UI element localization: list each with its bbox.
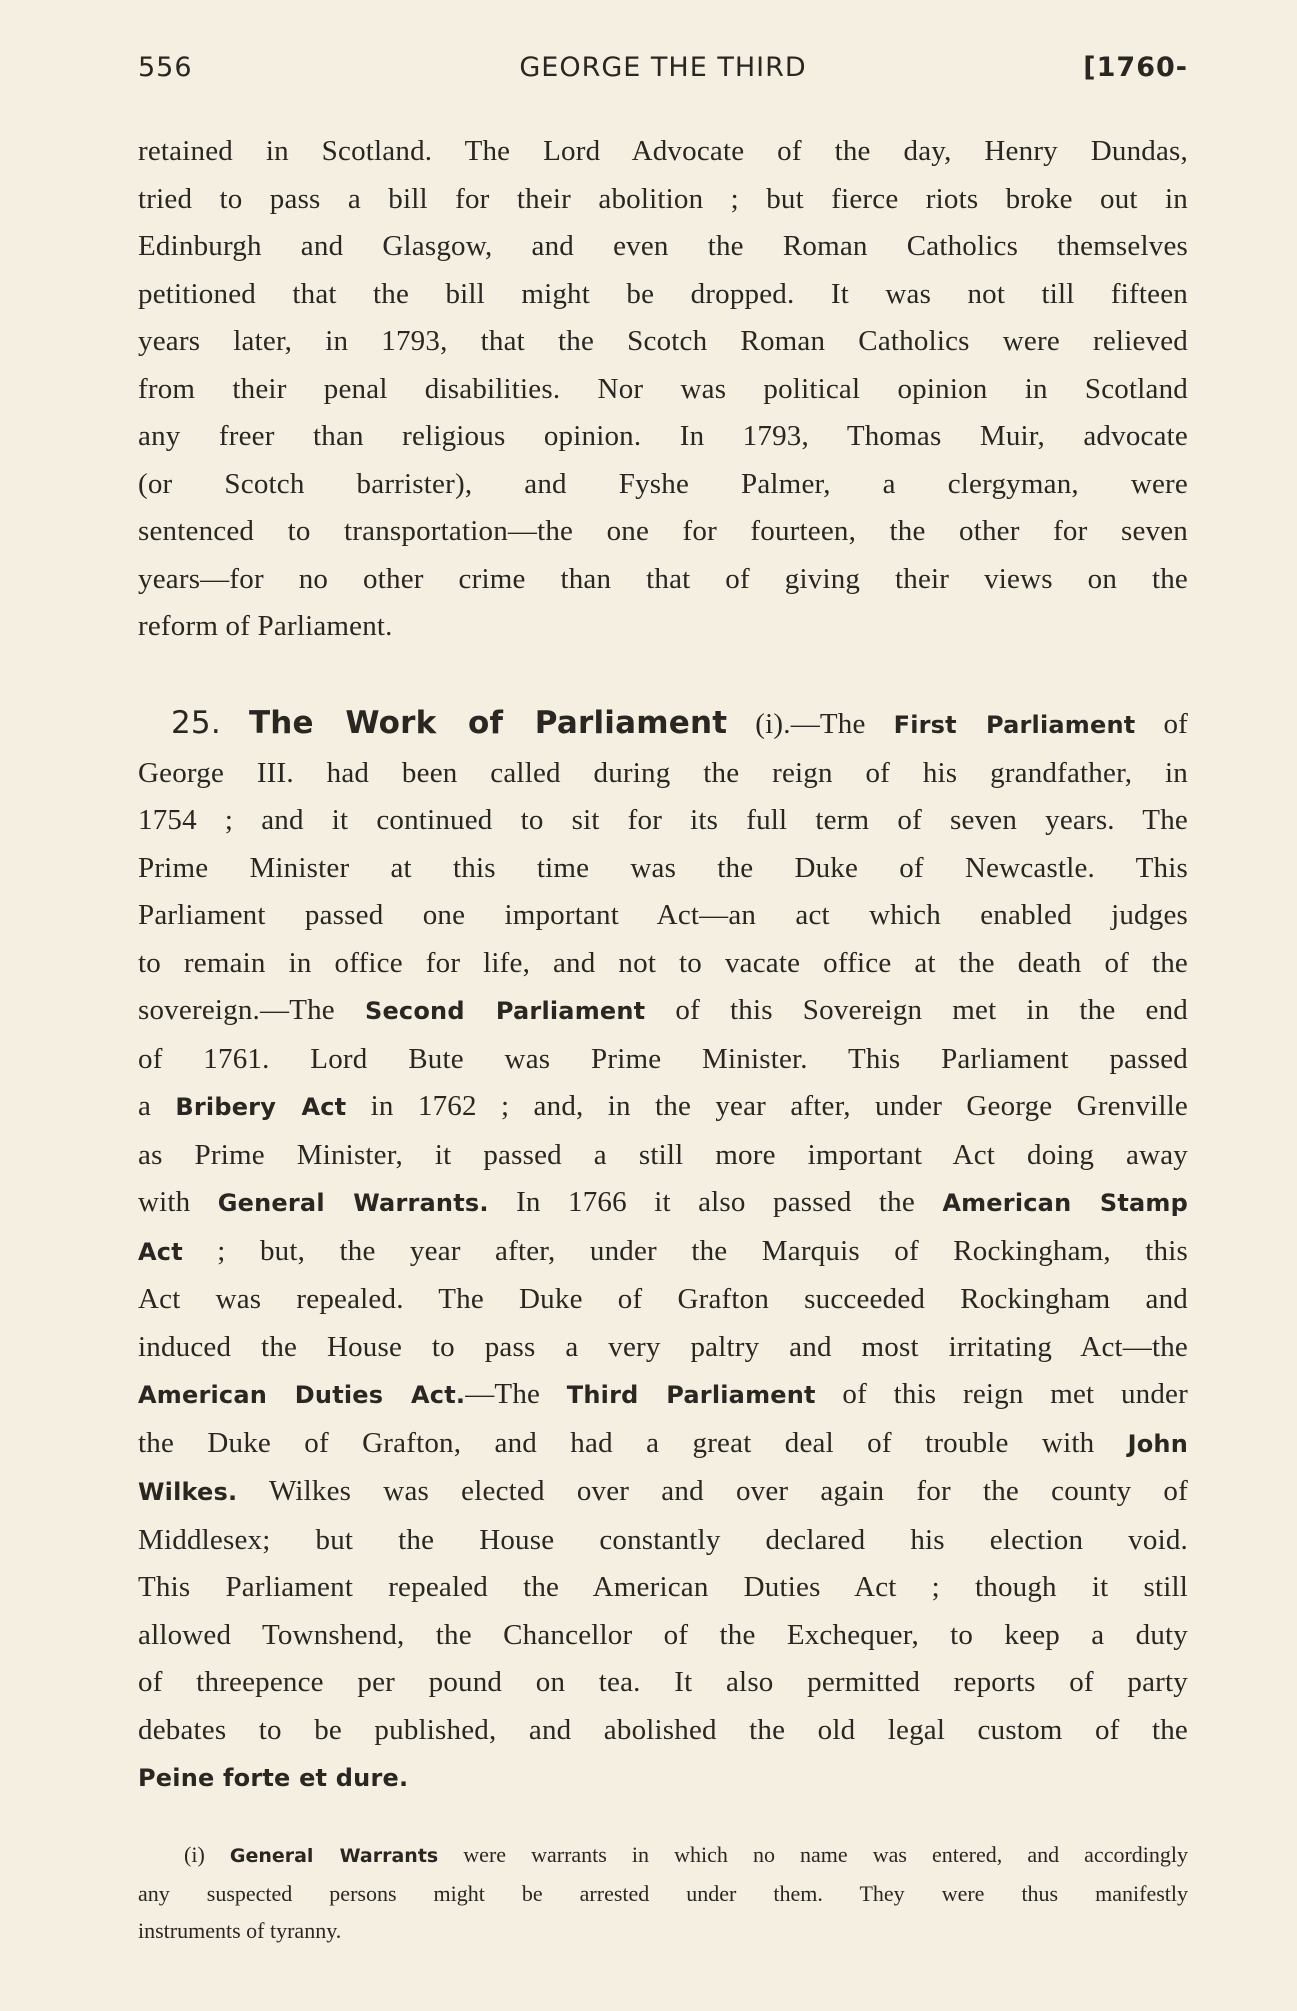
text-run: of bbox=[1135, 708, 1189, 740]
text-run: —The bbox=[790, 708, 894, 740]
bold-term: Peine forte et dure. bbox=[138, 1764, 409, 1792]
section-number: 25. bbox=[171, 705, 221, 741]
text-line: of 1761. Lord Bute was Prime Minister. This Parliament passed bbox=[138, 1042, 1188, 1075]
date-range: [1760- bbox=[1083, 52, 1188, 83]
text-run: sovereign.—The bbox=[138, 994, 365, 1026]
text-run: Wilkes was elected over and over again for the county of bbox=[237, 1475, 1188, 1507]
footnote-line: any suspected persons might be arrested under them. They were thus manifestly bbox=[138, 1881, 1188, 1906]
text-line bbox=[138, 1468, 1188, 1517]
text-line: years later, in 1793, that the Scotch Roman Catholics were relieved bbox=[138, 325, 1188, 357]
text-line bbox=[138, 987, 1188, 1036]
running-title: GEORGE THE THIRD bbox=[519, 52, 807, 83]
bold-term: Wilkes. bbox=[138, 1478, 238, 1506]
text-line: Middlesex; but the House constantly declared his election void. bbox=[138, 1523, 1188, 1556]
bold-term: American Duties Act. bbox=[138, 1381, 466, 1409]
text-line: reform of Parliament. bbox=[138, 610, 393, 642]
text-line: petitioned that the bill might be dropped. It was not till fifteen bbox=[138, 277, 1188, 310]
bold-term: General Warrants. bbox=[217, 1189, 489, 1217]
text-line: to remain in office for life, and not to vacate office at the death of the bbox=[138, 946, 1188, 979]
section-heading-line bbox=[138, 700, 1188, 750]
text-line: of threepence per pound on tea. It also permitted reports of party bbox=[138, 1666, 1188, 1698]
running-header bbox=[138, 52, 1188, 96]
bold-term: First Parliament bbox=[893, 711, 1136, 739]
text-line: allowed Townshend, the Chancellor of the Exchequer, to keep a duty bbox=[138, 1618, 1188, 1651]
page-number: 556 bbox=[138, 52, 193, 83]
section-25-paragraph bbox=[138, 700, 1188, 1803]
text-line: debates to be published, and abolished the old legal custom of the bbox=[138, 1713, 1188, 1746]
text-line: tried to pass a bill for their abolition ; but fierce riots broke out in bbox=[138, 182, 1188, 215]
text-line bbox=[138, 1083, 1188, 1132]
text-line: as Prime Minister, it passed a still more important Act doing away bbox=[138, 1138, 1188, 1171]
text-line bbox=[138, 1228, 1188, 1277]
text-line: sentenced to transportation—the one for fourteen, the other for seven bbox=[138, 515, 1188, 547]
text-run: In 1766 it also passed the bbox=[488, 1186, 943, 1218]
text-line bbox=[138, 1754, 1188, 1803]
footnote bbox=[138, 1836, 1188, 1949]
footnote-reference: (i). bbox=[755, 708, 791, 740]
footnote-line bbox=[138, 1836, 1188, 1875]
text-line: from their penal disabilities. Nor was political opinion in Scotland bbox=[138, 372, 1188, 405]
bold-term: Third Parliament bbox=[566, 1381, 816, 1409]
text-run: ; but, the year after, under the Marquis of Rockingham, this bbox=[182, 1234, 1188, 1267]
text-run: in 1762 ; and, in the year after, under George Grenville bbox=[346, 1090, 1188, 1122]
text-line bbox=[138, 1179, 1188, 1228]
bold-term: Bribery Act bbox=[175, 1093, 347, 1121]
text-run: with bbox=[138, 1186, 218, 1218]
bold-term: Second Parliament bbox=[364, 997, 646, 1025]
text-run: a bbox=[138, 1090, 176, 1122]
text-line: any freer than religious opinion. In 1793, Thomas Muir, advocate bbox=[138, 420, 1188, 452]
text-line: Edinburgh and Glasgow, and even the Roman Catholics themselves bbox=[138, 230, 1188, 262]
footnote-marker: (i) bbox=[184, 1842, 230, 1867]
text-run: the Duke of Grafton, and had a great deal of trouble with bbox=[138, 1426, 1128, 1459]
bold-term: Act bbox=[138, 1237, 183, 1266]
text-line: Act was repealed. The Duke of Grafton succeeded Rockingham and bbox=[138, 1283, 1188, 1315]
text-line: Parliament passed one important Act—an act which enabled judges bbox=[138, 899, 1188, 931]
text-line: 1754 ; and it continued to sit for its full term of seven years. The bbox=[138, 804, 1188, 836]
text-line bbox=[138, 1420, 1188, 1469]
paragraph-continued bbox=[138, 128, 1188, 651]
text-run: of this Sovereign met in the end bbox=[645, 994, 1188, 1026]
text-line: (or Scotch barrister), and Fyshe Palmer, a clergyman, were bbox=[138, 467, 1188, 500]
text-line: George III. had been called during the reign of his grandfather, in bbox=[138, 756, 1188, 789]
text-line bbox=[138, 1371, 1188, 1420]
text-run: were warrants in which no name was entered, and accordingly bbox=[438, 1842, 1189, 1867]
text-line: years—for no other crime than that of giving their views on the bbox=[138, 562, 1188, 595]
text-run: of this reign met under bbox=[815, 1378, 1188, 1410]
bold-term: John bbox=[1127, 1429, 1188, 1458]
text-line: Prime Minister at this time was the Duke of Newcastle. This bbox=[138, 851, 1188, 884]
text-run: —The bbox=[465, 1378, 567, 1410]
bold-term: American Stamp bbox=[942, 1189, 1188, 1217]
footnote-line: instruments of tyranny. bbox=[138, 1918, 342, 1943]
text-line: induced the House to pass a very paltry and most irritating Act—the bbox=[138, 1330, 1188, 1363]
text-line: retained in Scotland. The Lord Advocate of the day, Henry Dundas, bbox=[138, 135, 1188, 167]
text-line: This Parliament repealed the American Duties Act ; though it still bbox=[138, 1571, 1188, 1603]
footnote-term: General Warrants bbox=[229, 1845, 439, 1867]
section-title: The Work of Parliament bbox=[248, 705, 728, 741]
